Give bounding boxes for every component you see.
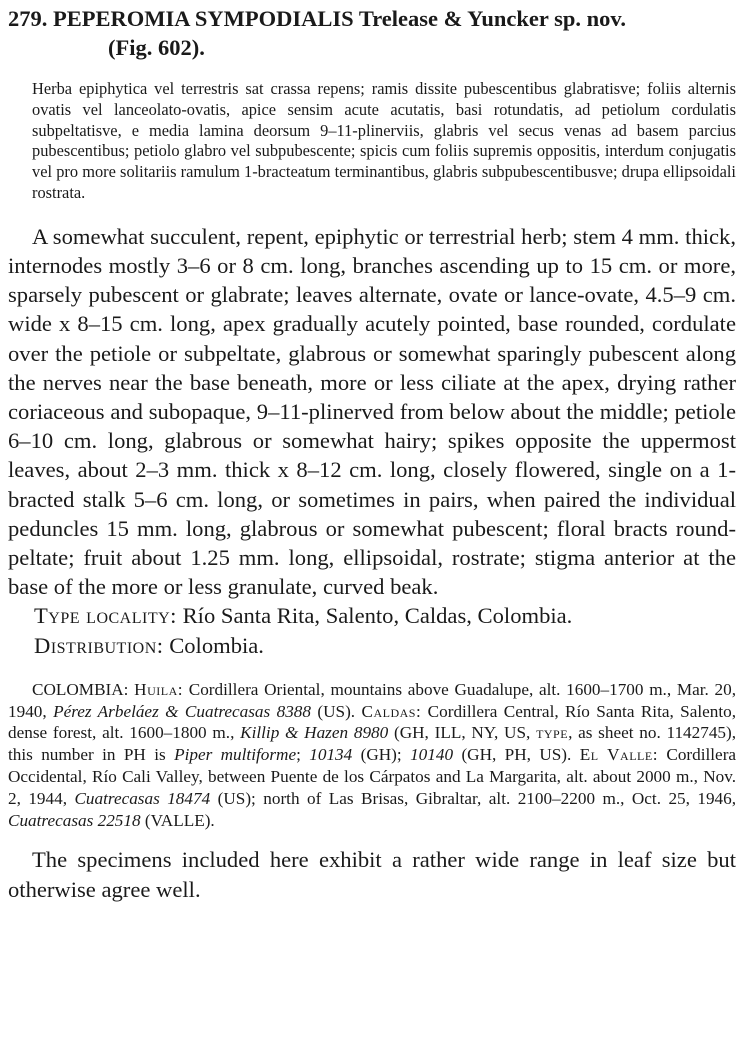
huila-herbaria: (US). [317,701,356,721]
caldas-sep: ; [296,745,301,765]
caldas-text: Cordillera Central, Río Santa Rita, Salento, dense forest, alt. 1600–1800 m., [8,701,737,743]
type-locality-value: Río Santa Rita, Salento, Caldas, Colombia. [182,603,573,629]
valle-text-2: (US); north of Las Brisas, Gibraltar, alt. 2100–2200 m., Oct. 25, 1946, [217,788,737,808]
caldas-number-1: 10134 [309,745,353,765]
valle-collector: Cuatrecasas 18474 [74,788,211,808]
species-number: 279. [8,6,48,31]
species-heading [8,0,736,62]
distribution-label: Distribution: [34,632,164,658]
huila-collector: Pérez Arbeláez & Cuatrecasas 8388 [53,701,311,721]
english-description: A somewhat succulent, repent, epiphytic or terrestrial herb; stem 4 mm. thick, internodes mostly 3–6 or 8 cm. long, branches ascending up to 15 cm. or more, sparsely pubescent or glabrate; leaves alternate, ovate or lance-ovate, 4.5–9 cm. wide x 8–15 cm. long, apex gradually acutely pointed, base rounded, cordulate over the petiole or subpeltate, glabrous or somewhat sparingly pubescent along the nerves near the base beneath, more or less ciliate at the apex, drying rather coriaceous and subopaque, 9–11-plinerved from below about the middle; petiole 6–10 cm. long, glabrous or somewhat hairy; spikes opposite the uppermost leaves, about 2–3 mm. thick x 8–12 cm. long, closely flowered, single on a 1-bracted stalk 5–6 cm. long, or sometimes in pairs, when paired the individual peduncles 15 mm. long, glabrous or somewhat pubescent; floral bracts round-peltate; fruit about 1.25 mm. long, ellipsoidal, rostrate; stigma anterior at the base of the more or less granulate, curved beak. [8,223,736,600]
type-locality-label: Type locality: [34,603,177,629]
huila-label: Huila: [134,679,184,699]
huila-text: Cordillera Oriental, mountains above Guadalupe, alt. 1600–1700 m., Mar. 20, 1940, [8,679,737,721]
caldas-herbaria-b: , as sheet no. 1142745), this number in PH is [8,723,737,765]
valle-herbaria-2: (VALLE). [144,810,215,830]
valle-label: El Valle: [579,745,658,765]
distribution-value: Colombia. [169,632,264,658]
closing-remark: The specimens included here exhibit a rather wide range in leaf size but otherwise agree well. [8,847,736,902]
distribution [8,631,736,660]
caldas-number-2-herbaria: (GH, PH, US). [461,745,572,765]
figure-reference: (Fig. 602). [108,35,205,60]
caldas-piper: Piper multiforme [174,745,297,765]
caldas-number-2: 10140 [410,745,454,765]
species-name: PEPEROMIA SYMPODIALIS [53,6,354,31]
valle-collector-2: Cuatrecasas 22518 [8,810,141,830]
specimens-cited [8,679,736,832]
valle-text: Cordillera Occidental, Río Cali Valley, between Puente de los Cárpatos and La Margarita, alt. about 2000 m., Nov. 2, 1944, [8,745,737,808]
caldas-label: Caldas: [361,701,422,721]
type-locality [8,601,736,630]
latin-diagnosis: Herba epiphytica vel terrestris sat crassa repens; ramis dissite pubescentibus glabratisve; foliis alternis ovatis vel lanceolato-ovatis, apice sensim acute acutatis, basi rotundatis, ad petiolum cordulatis subpeltatisve, e media lamina deorsum 9–11-plinerviis, glabris vel secus venas ad basem parcius pubescentibus; petiolo glabro vel subpubescente; spicis cum foliis supremis oppositis, interdum conjugatis vel pro more solitariis ramulum 1-bracteatum terminantibus, glabris subpubescentibusve; drupa ellipsoidali rostrata. [32,79,736,202]
country-label: COLOMBIA: [32,679,129,699]
caldas-number-1-herbaria: (GH); [360,745,402,765]
caldas-type-mark: type [536,723,569,743]
caldas-collector: Killip & Hazen 8980 [240,723,389,743]
species-authors: Trelease & Yuncker sp. nov. [358,6,626,31]
caldas-herbaria-a: (GH, ILL, NY, US, [394,723,531,743]
